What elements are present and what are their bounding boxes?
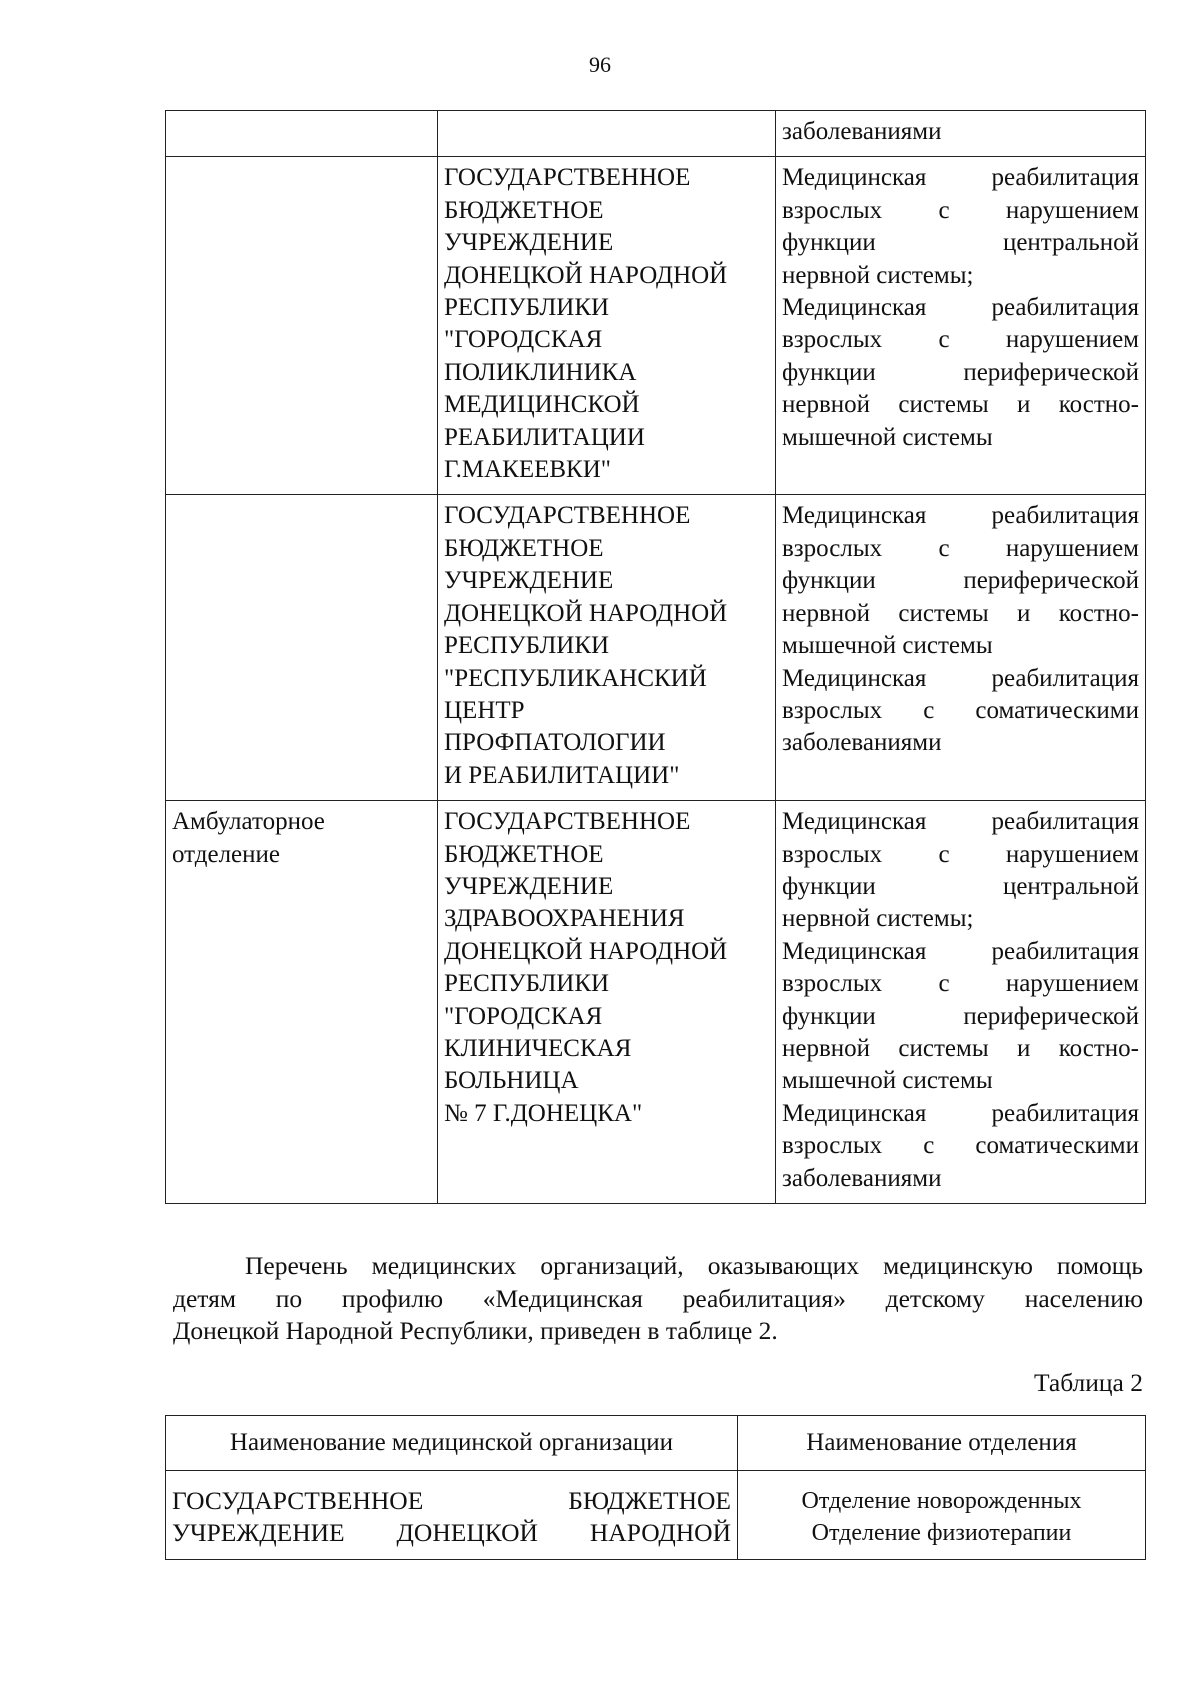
profile-line: мышечной системы	[782, 632, 993, 660]
profiles-cell	[776, 111, 1146, 157]
organization-line: БЮДЖЕТНОЕ	[444, 840, 604, 868]
profile-line: взрослых с нарушением	[782, 970, 1139, 998]
organization-line: УЧРЕЖДЕНИЕ ДОНЕЦКОЙ НАРОДНОЙ	[172, 1518, 731, 1547]
profiles-cell	[776, 157, 1146, 495]
profile-line: мышечной системы	[782, 1067, 993, 1095]
department-line: Отделение новорожденных	[801, 1488, 1082, 1514]
profile-line: взрослых с нарушением	[782, 840, 1139, 868]
profile-line: Медицинская реабилитация	[782, 294, 1139, 322]
department-cell	[166, 495, 438, 801]
department-cell	[166, 157, 438, 495]
table-row	[166, 111, 1146, 157]
organization-line: И РЕАБИЛИТАЦИИ"	[444, 761, 680, 789]
organization-line: УЧРЕЖДЕНИЕ	[444, 567, 614, 595]
profile-line: взрослых с соматическими	[782, 1132, 1139, 1160]
organization-line: РЕАБИЛИТАЦИИ	[444, 423, 645, 451]
paragraph-line: Перечень медицинских организаций, оказывающих медицинскую помощь	[245, 1251, 1143, 1280]
organization-line: ГОСУДАРСТВЕННОЕ	[444, 808, 691, 836]
organization-line: ГОСУДАРСТВЕННОЕ БЮДЖЕТНОЕ	[172, 1486, 731, 1515]
profile-line: заболеваниями	[782, 1164, 942, 1192]
column-header-department: Наименование отделения	[738, 1416, 1146, 1471]
organization-cell	[166, 1471, 738, 1560]
organization-line: ЦЕНТР	[444, 696, 525, 724]
table-row	[166, 801, 1146, 1204]
organization-cell	[438, 495, 776, 801]
organization-line: ЗДРАВООХРАНЕНИЯ	[444, 905, 685, 933]
organization-line: "РЕСПУБЛИКАНСКИЙ	[444, 664, 707, 692]
profile-line: Медицинская реабилитация	[782, 937, 1139, 965]
profile-line: взрослых с нарушением	[782, 534, 1139, 562]
organization-line: БОЛЬНИЦА	[444, 1067, 579, 1095]
organization-line: ПОЛИКЛИНИКА	[444, 358, 637, 386]
profile-line: взрослых с соматическими	[782, 696, 1139, 724]
profile-line: взрослых с нарушением	[782, 196, 1139, 224]
profile-line: функции периферической	[782, 1002, 1139, 1030]
organization-line: "ГОРОДСКАЯ	[444, 326, 603, 354]
organization-line: ГОСУДАРСТВЕННОЕ	[444, 502, 691, 530]
profile-line: нервной системы и костно-	[782, 1034, 1139, 1062]
profile-line: нервной системы и костно-	[782, 391, 1139, 419]
children-rehabilitation-table	[165, 1415, 1146, 1560]
organization-line: БЮДЖЕТНОЕ	[444, 534, 604, 562]
organization-cell	[438, 157, 776, 495]
profile-line: Медицинская реабилитация	[782, 502, 1139, 530]
organization-line: "ГОРОДСКАЯ	[444, 1002, 603, 1030]
table-row	[166, 495, 1146, 801]
table-row	[166, 1471, 1146, 1560]
header-row	[166, 1416, 1146, 1471]
paragraph-line: детям по профилю «Медицинская реабилитация» детскому населению	[173, 1283, 1143, 1313]
table1-body	[166, 111, 1146, 1204]
profile-line: нервной системы и костно-	[782, 599, 1139, 627]
profile-line: Медицинская реабилитация	[782, 664, 1139, 692]
organization-line: ДОНЕЦКОЙ НАРОДНОЙ	[444, 937, 728, 965]
organization-cell	[438, 111, 776, 157]
organization-line: КЛИНИЧЕСКАЯ	[444, 1034, 632, 1062]
department-line: Отделение физиотерапии	[811, 1520, 1072, 1546]
organization-line: ДОНЕЦКОЙ НАРОДНОЙ	[444, 261, 728, 289]
rehabilitation-organizations-table	[165, 110, 1146, 1204]
profile-line: взрослых с нарушением	[782, 326, 1139, 354]
department-cell	[166, 111, 438, 157]
profile-line: Медицинская реабилитация	[782, 1099, 1139, 1127]
profile-line: Медицинская реабилитация	[782, 164, 1139, 192]
profile-line: нервной системы;	[782, 261, 974, 289]
table-caption: Таблица 2	[1033, 1368, 1143, 1397]
organization-line: РЕСПУБЛИКИ	[444, 632, 610, 660]
organization-line: МЕДИЦИНСКОЙ	[444, 391, 640, 419]
profile-line: заболеваниями	[782, 729, 942, 757]
organization-line: РЕСПУБЛИКИ	[444, 970, 610, 998]
profile-line: функции периферической	[782, 358, 1139, 386]
column-header-organization: Наименование медицинской организации	[166, 1416, 738, 1471]
organization-line: ДОНЕЦКОЙ НАРОДНОЙ	[444, 599, 728, 627]
department-line: Амбулаторное	[172, 808, 325, 836]
organization-line: ГОСУДАРСТВЕННОЕ	[444, 164, 691, 192]
organization-line: Г.МАКЕЕВКИ"	[444, 456, 611, 484]
intro-paragraph	[173, 1250, 1143, 1348]
profile-line: мышечной системы	[782, 423, 993, 451]
profile-line: функции центральной	[782, 229, 1139, 257]
organization-line: УЧРЕЖДЕНИЕ	[444, 229, 614, 257]
profiles-cell	[776, 801, 1146, 1204]
paragraph-line: Донецкой Народной Республики, приведен в таблице 2.	[173, 1316, 778, 1345]
organization-line: БЮДЖЕТНОЕ	[444, 196, 604, 224]
department-cell	[166, 801, 438, 1204]
profile-line: функции центральной	[782, 872, 1139, 900]
profile-line: Медицинская реабилитация	[782, 808, 1139, 836]
table-row	[166, 157, 1146, 495]
organization-cell	[438, 801, 776, 1204]
department-cell	[738, 1471, 1146, 1560]
organization-line: ПРОФПАТОЛОГИИ	[444, 729, 666, 757]
department-line: отделение	[172, 840, 281, 868]
profiles-cell	[776, 495, 1146, 801]
page-number: 96	[589, 52, 611, 77]
organization-line: УЧРЕЖДЕНИЕ	[444, 872, 614, 900]
profile-line: заболеваниями	[782, 118, 942, 145]
organization-line: № 7 Г.ДОНЕЦКА"	[444, 1099, 643, 1127]
profile-line: нервной системы;	[782, 905, 974, 933]
profile-line: функции периферической	[782, 567, 1139, 595]
organization-line: РЕСПУБЛИКИ	[444, 294, 610, 322]
